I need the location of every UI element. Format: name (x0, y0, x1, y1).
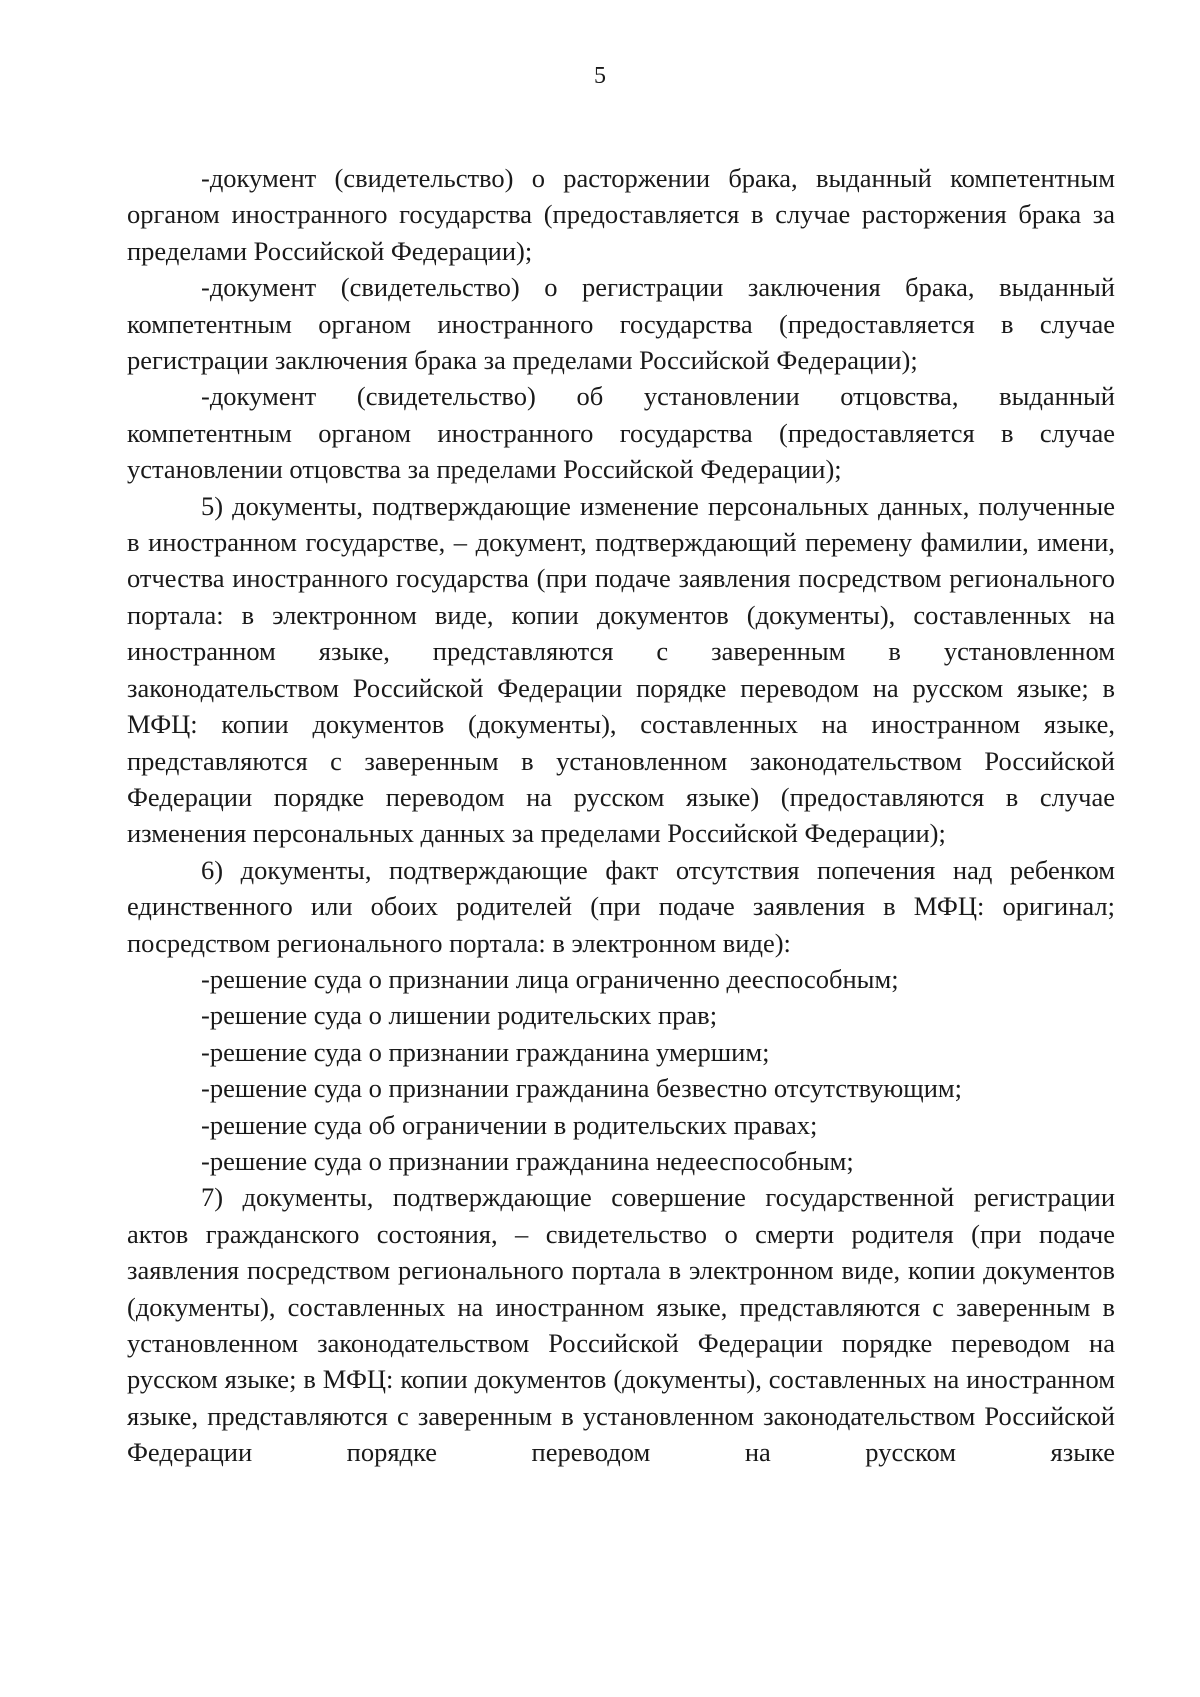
list-item: -решение суда о признании гражданина безвестно отсутствующим; (201, 1073, 963, 1104)
document-body (127, 160, 1115, 1471)
list-item: -решение суда о лишении родительских прав; (201, 1000, 718, 1031)
page-number: 5 (594, 63, 606, 89)
paragraph: -документ (свидетельство) о регистрации заключения брака, выданный компетентным органом иностранного государства (предоставляется в случае регистрации заключения брака за пределами Российской Федерации); (127, 272, 1115, 376)
paragraph: 6) документы, подтверждающие факт отсутствия попечения над ребенком единственного или обоих родителей (при подаче заявления в МФЦ: оригинал; посредством регионального портала: в электронном виде): (127, 854, 1115, 958)
paragraph: -документ (свидетельство) о расторжении брака, выданный компетентным органом иностранного государства (предоставляется в случае расторжения брака за пределами Российской Федерации); (127, 163, 1115, 266)
list-item: -решение суда о признании гражданина умершим; (201, 1036, 770, 1067)
list-item: -решение суда об ограничении в родительских правах; (201, 1109, 818, 1140)
paragraph: -документ (свидетельство) об установлении отцовства, выданный компетентным органом иностранного государства (предоставляется в случае установлении отцовства за пределами Российской Федерации); (127, 381, 1115, 485)
list-item: -решение суда о признании гражданина недееспособным; (201, 1145, 854, 1176)
paragraph: 7) документы, подтверждающие совершение государственной регистрации актов гражданского состояния, – свидетельство о смерти родителя (при подаче заявления посредством регионального портала в электронном виде, копии документов (документы), составленных на иностранном языке, представляются с заверенным в установленном законодательством Российской Федерации порядке переводом на русском языке; в МФЦ: копии документов (документы), составленных на иностранном языке, представляются с заверенным в установленном законодательством Российской Федерации порядке переводом на русском языке (127, 1182, 1115, 1468)
paragraph: 5) документы, подтверждающие изменение персональных данных, полученные в иностранном государстве, – документ, подтверждающий перемену фамилии, имени, отчества иностранного государства (при подаче заявления посредством регионального портала: в электронном виде, копии документов (документы), составленных на иностранном языке, представляются с заверенным в установленном законодательством Российской Федерации порядке переводом на русском языке; в МФЦ: копии документов (документы), составленных на иностранном языке, представляются с заверенным в установленном законодательством Российской Федерации порядке переводом на русском языке) (предоставляются в случае изменения персональных данных за пределами Российской Федерации); (127, 490, 1115, 849)
list-item: -решение суда о признании лица ограниченно дееспособным; (201, 963, 899, 994)
